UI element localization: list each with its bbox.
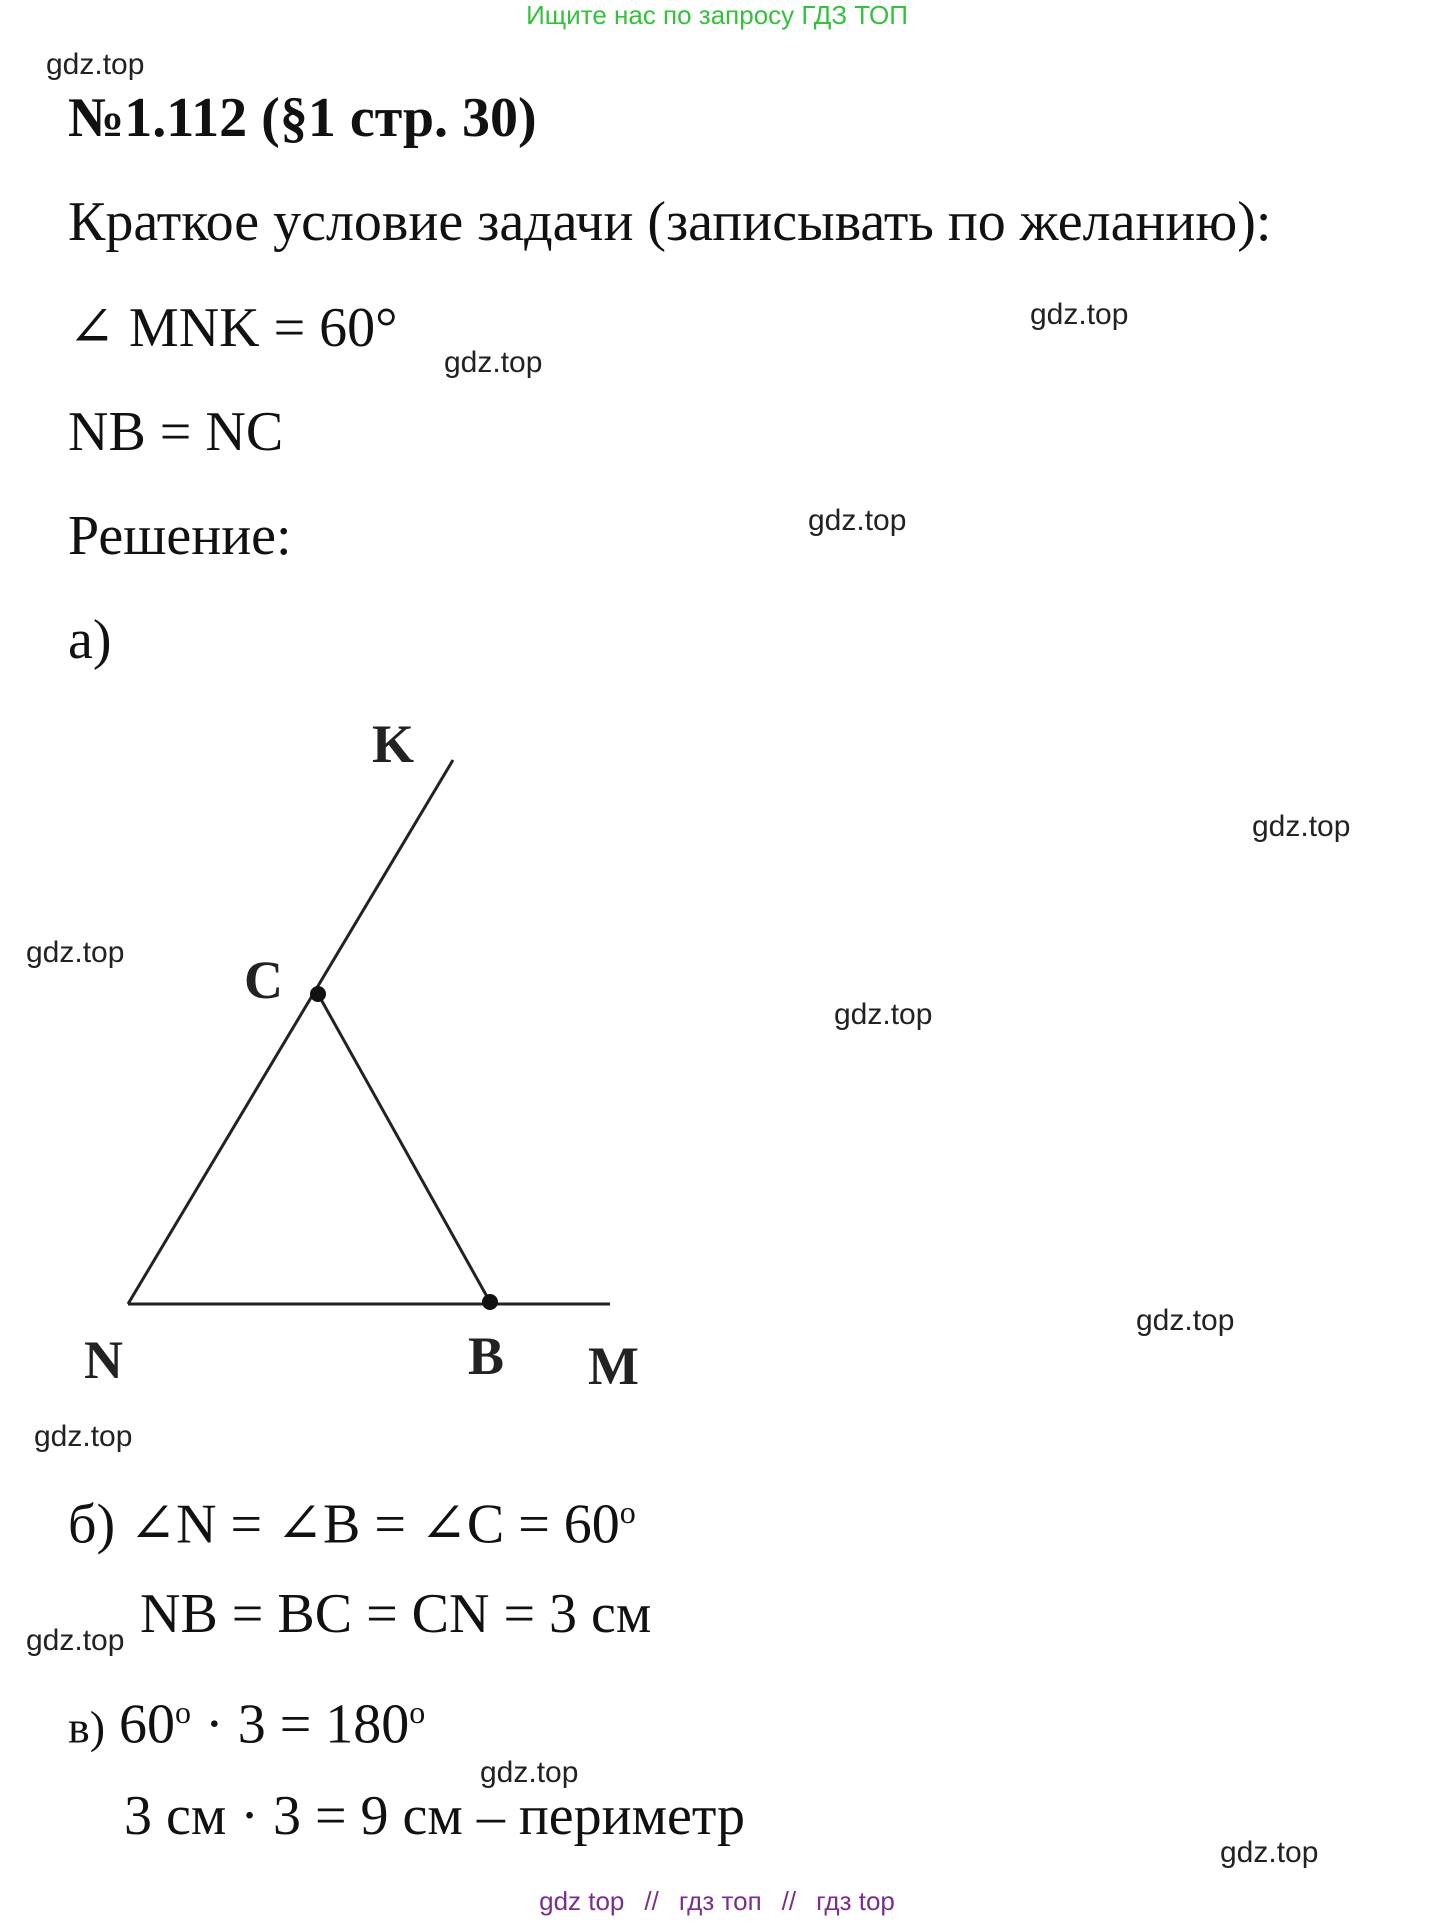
label-C: C (244, 950, 283, 1010)
footer-link[interactable]: гдз топ (678, 1886, 762, 1916)
condition-heading: Краткое условие задачи (записывать по желанию): (68, 191, 1272, 253)
footer-separator: // (644, 1886, 659, 1916)
problem-title: №1.112 (§1 стр. 30) (68, 87, 537, 149)
watermark: gdz.top (1136, 1304, 1235, 1337)
label-K: K (372, 714, 415, 774)
watermark: gdz.top (46, 48, 145, 81)
degree-mark: o (619, 1494, 636, 1530)
watermark: gdz.top (480, 1756, 579, 1789)
given-sides: NB = NC (68, 401, 284, 463)
solution-heading: Решение: (68, 505, 292, 567)
perimeter-line: 3 см · 3 = 9 см – периметр (124, 1785, 746, 1847)
footer-separator: // (781, 1886, 797, 1916)
angles-equation: ∠N = ∠B = ∠C = 60 (129, 1493, 620, 1556)
part-v-sum (68, 1680, 425, 1760)
footer-link[interactable]: гдз top (816, 1886, 895, 1916)
given-angle: ∠ MNK = 60° (68, 297, 398, 359)
footer-links (0, 1886, 1434, 1916)
watermark: gdz.top (444, 346, 543, 379)
part-b-sides: NB = BC = CN = 3 см (140, 1583, 652, 1645)
watermark: gdz.top (1252, 810, 1351, 843)
watermark: gdz.top (1220, 1836, 1319, 1869)
watermark: gdz.top (808, 504, 907, 537)
label-N: N (84, 1330, 123, 1390)
watermark: gdz.top (34, 1420, 133, 1453)
point-C (310, 986, 326, 1002)
degree-mark: o (175, 1694, 192, 1730)
part-a-marker: а) (68, 609, 112, 671)
part-b-marker: б) (68, 1493, 116, 1556)
watermark: gdz.top (1030, 298, 1129, 331)
footer-link[interactable]: gdz top (539, 1886, 625, 1916)
watermark: gdz.top (26, 936, 125, 969)
watermark: gdz.top (834, 998, 933, 1031)
watermark: gdz.top (26, 1624, 125, 1657)
ray-NK (128, 760, 453, 1304)
part-b-angles (68, 1480, 636, 1557)
degree-mark: o (409, 1694, 426, 1730)
sum-term: 60 (119, 1693, 176, 1756)
part-v-marker: в) (68, 1701, 106, 1753)
point-B (482, 1294, 498, 1310)
label-B: B (468, 1326, 505, 1386)
segment-CB (318, 994, 490, 1302)
search-banner[interactable]: Ищите нас по запросу ГДЗ ТОП (526, 0, 908, 30)
sum-result: · 3 = 180 (191, 1693, 410, 1756)
label-M: M (588, 1336, 639, 1396)
